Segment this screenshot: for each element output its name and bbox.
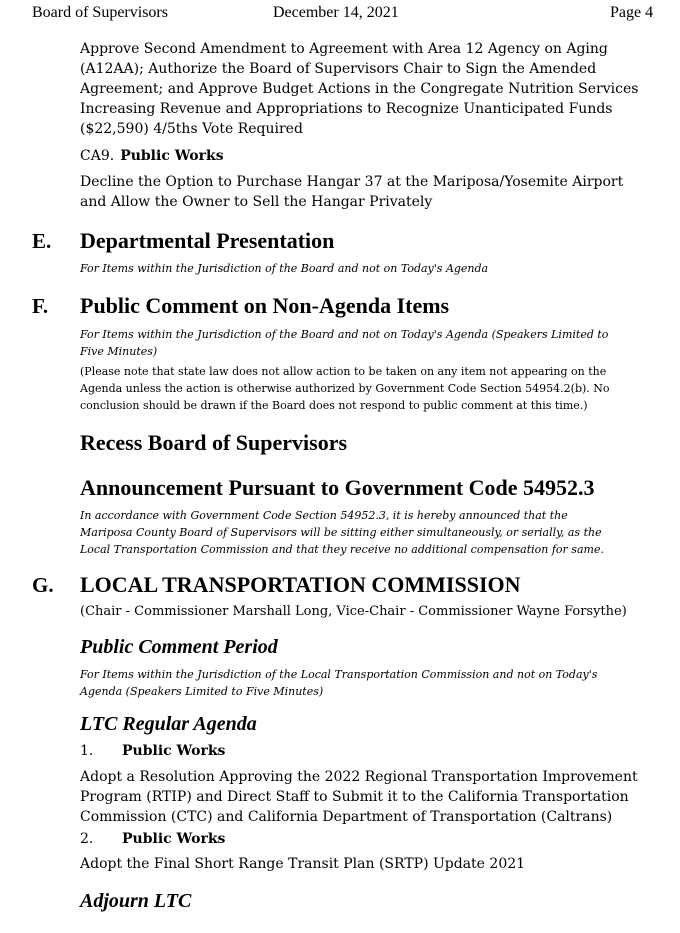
public-comment-period-note (80, 666, 660, 700)
section-f-disclaimer-line: (Please note that state law does not allow action to be taken on any item not appearing on the (80, 365, 607, 378)
header-page-number: Page 4 (610, 4, 654, 21)
ca8-line: Agreement; and Approve Budget Actions in the Congregate Nutrition Services (80, 81, 639, 97)
ltc-item-1-line: Adopt a Resolution Approving the 2022 Regional Transportation Improvement (80, 769, 638, 785)
ltc-item-1-line: Program (RTIP) and Direct Staff to Submit it to the California Transportation (80, 789, 629, 805)
section-f-disclaimer (80, 363, 660, 414)
section-f-note-line: Five Minutes) (80, 345, 158, 358)
section-g-title: LOCAL TRANSPORTATION COMMISSION (80, 572, 521, 597)
ltc-item-1-number: 1. (80, 743, 94, 759)
ca9-department: Public Works (120, 148, 224, 164)
ltc-item-2-label (80, 831, 225, 847)
ca9-line: Decline the Option to Purchase Hangar 37 at the Mariposa/Yosemite Airport (80, 174, 624, 190)
ltc-item-1-description (80, 767, 670, 827)
ca9-number: CA9. (80, 148, 115, 164)
section-f-note (80, 326, 660, 360)
ltc-item-1-line: Commission (CTC) and California Department of Transportation (Caltrans) (80, 809, 613, 825)
ltc-item-2-number: 2. (80, 831, 94, 847)
announcement-note-line: In accordance with Government Code Section 54952.3, it is hereby announced that the (80, 509, 568, 522)
public-comment-period-note-line: For Items within the Jurisdiction of the Local Transportation Commission and not on Today's (80, 668, 598, 681)
ca9-label (80, 148, 224, 164)
ltc-agenda-title: LTC Regular Agenda (80, 713, 257, 735)
announcement-note-line: Local Transportation Commission and that they receive no additional compensation for same. (80, 543, 604, 556)
section-g-chair: (Chair - Commissioner Marshall Long, Vice-Chair - Commissioner Wayne Forsythe) (80, 604, 627, 619)
public-comment-period-title: Public Comment Period (80, 636, 278, 658)
ltc-item-2-department: Public Works (122, 831, 226, 847)
ca8-line: Increasing Revenue and Appropriations to Recognize Unanticipated Funds (80, 101, 613, 117)
ca8-line: ($22,590) 4/5ths Vote Required (80, 121, 303, 137)
section-f-note-line: For Items within the Jurisdiction of the Board and not on Today's Agenda (Speakers Limited to (80, 328, 609, 341)
public-comment-period-note-line: Agenda (Speakers Limited to Five Minutes) (80, 685, 324, 698)
ca9-description (80, 172, 670, 212)
recess-title: Recess Board of Supervisors (80, 430, 348, 455)
announcement-note-line: Mariposa County Board of Supervisors will be sitting either simultaneously, or serially, as the (80, 526, 602, 539)
section-g-letter: G. (32, 573, 54, 597)
section-f-letter: F. (32, 294, 49, 318)
announcement-title: Announcement Pursuant to Government Code 54952.3 (80, 475, 595, 500)
ltc-item-1-label (80, 743, 225, 759)
ca8-line: Approve Second Amendment to Agreement with Area 12 Agency on Aging (80, 41, 608, 57)
header-board-name: Board of Supervisors (32, 4, 168, 21)
section-f-disclaimer-line: Agenda unless the action is otherwise authorized by Government Code Section 54954.2(b). No (80, 382, 610, 395)
ltc-item-2-description (80, 854, 670, 874)
section-e-note: For Items within the Jurisdiction of the Board and not on Today's Agenda (80, 262, 489, 275)
announcement-note (80, 507, 660, 558)
ltc-item-2-line: Adopt the Final Short Range Transit Plan (SRTP) Update 2021 (80, 856, 526, 872)
header-date: December 14, 2021 (273, 4, 399, 21)
section-e-title: Departmental Presentation (80, 228, 335, 253)
section-f-title: Public Comment on Non-Agenda Items (80, 293, 450, 318)
ca8-line: (A12AA); Authorize the Board of Supervisors Chair to Sign the Amended (80, 61, 597, 77)
adjourn-title: Adjourn LTC (80, 890, 192, 912)
ca8-description (80, 39, 670, 139)
ca9-line: and Allow the Owner to Sell the Hangar Privately (80, 194, 433, 210)
section-f-disclaimer-line: conclusion should be drawn if the Board does not respond to public comment at this time.) (80, 399, 588, 412)
ltc-item-1-department: Public Works (122, 743, 226, 759)
section-e-letter: E. (32, 229, 52, 253)
